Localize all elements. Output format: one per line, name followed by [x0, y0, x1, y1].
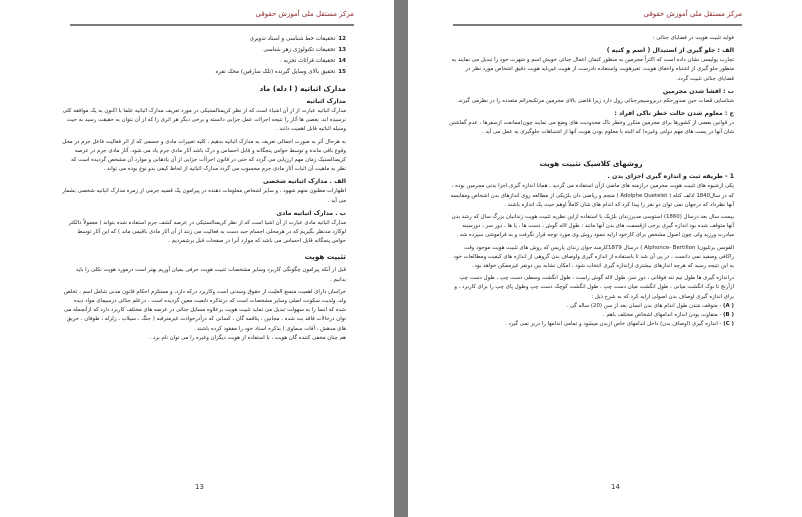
paragraph: مدارک اثباتیه مادی عبارت از آن اشیا است که از نظر کریمنالستیکی در عرصه کشف جرم استفاده شده بتواند ( معمولاً دالکتر لوکارد مدنظر بگیریم که در هرمحلی اجسام حید دست به فعالیت می زنند از آن آثار مادی باقیمی ماند ) که این آثار توسط حواس پنجگانه قابل احساس می باشد که موارد آنرا در صفحات قبل برشمردیم . [68, 219, 346, 245]
list-item: ( C) - اندازه گیری (اوصاف بدن) داخل اندامهای خاص ازبدن میشود و تمامی اندامها را دربر نمی گیرد . [505, 321, 734, 328]
paragraph: شناسایی قضات حین صدورحکم دربروسیجرجنائی رول دارد زیرا قاضی بالای مجرمین مرتکبجرائم متعدده را در نظرمی گیرند. [456, 97, 734, 104]
page-number: 14 [611, 483, 620, 491]
header-text: مرکز مستقل ملی آموزش حقوقی [643, 10, 742, 18]
list-item: 14 تحقیقات قرائات تجربه . [279, 58, 346, 64]
numbered-list [62, 34, 346, 78]
page-header [453, 10, 742, 26]
subheading: ب . مدارک اثباتیه مادی [276, 209, 346, 217]
paragraph: یکی ازشیوه های تثبیت هویت مجرمین درازمنه های ماضی ازآن استفاده می گردید ، همانا اندازه گیری اجزا بدنی مجرمین بوده ، که در سال1840 اذلف کتله ( Adolphe Quetelet ) منجم و ریاضی دان بلژیکی از مطالعه روی اندازهای بدن اشخاص ومقایسه آنها نظرداد که درجهان نمی توان دو نفر را پیدا کرد که اندام های شان کاملاً اوهم حیث یک اندازه باشند . [450, 183, 734, 208]
page-13 [0, 0, 394, 517]
list-item: ( B) - متفاوت بودن اندازه اندامهای اشخاص مختلف باهم . [602, 312, 734, 319]
subheading: ب : افشا شدن مجرمین [662, 87, 734, 95]
section-heading: روشهای کلاسیک تثبیت هویت [539, 159, 643, 169]
header-text: مرکز مستقل ملی آموزش حقوقی [255, 10, 354, 18]
page-13-content [62, 34, 346, 343]
paragraph: دراندازه گیری ها طول نیم تنه فوقانی ، دور سر، طول لاله گوش راست ، طول انگشت وسطی دست چپ ، طول دست چپ ازآرنج تا نوک انگشت میانی ، طول انگشت میان دست چپ ، طول انگشت کوچک دست چپ وطول پای چپ را برای کاربرد ، و برای اندازه گیری اوصاف بدن اصولی ارایه کرد که به شرح ذیل : [454, 275, 734, 300]
list-item: ( A) - متوقف شدن طول اندام های بدن انسان بعد از سن (20) ساله گی . [566, 302, 734, 309]
subheading: مدارک اثباتیه [306, 98, 346, 105]
paragraph: به هرحال آثر به صورت اجمالی تعریف به مدارک اثباتیه بدهیم ، کلیه تغییرات مادی و جسمی که از اثر فعالیت فاعل جرم در محل وقوع باقی مانده و توسط حواس پنجگانه و قابل احساس و درک باشد آثار مادی جرم یاد می شود. آثار مادی جرم در عرصه کریمنالستیک زمان مهم ارزیابی می گردد که حتی در قانون اجراآت جزایی از آن یادهانی و موارد آن مشخص گردیده است که نظر به ماهیت آن اثبات آثار مادی جرم محسوب می گردد مدارک اثباتیه از لحاظ کیفی بدو نوع بوده می تواند . [62, 138, 346, 173]
paragraph: اظهارات مظنون متهم شهود ، و سایر اشخاص معلومات دهنده در پیرامون یک قضیه جرمی از زمره مدارک اثباتیه شخصی بشمار می آید . [62, 188, 346, 204]
paragraph: مدارک اثباتیه عبارت از از آن اشیاء است که از نظر کریمنالستیکی در مورد تعریف مدارک اثباتیه علما با اکنون به یک موافقه کلی نرسیده اند. بعضی ها آثار را نتیجه اجراات عمل جزایی دانسته و برخی دیگر هر اثری را که از آن بتوان به حقیقت رسید به حیث وسیله اثباتیه قابل اهمیت دانند . [62, 108, 346, 133]
paragraph: بیست سال بعد درسال (1860) استوسی مدیرزندان بلژیک با استفاده ازاین نظریه تثبیت هویت زندانیان بزرگ سال که رشد بدن آنها متوقف شده بود اندازه گیری برخی ازقسمت های بدن آنها مانند : طول لاله گوش ، دست ها ، پا ها ، دور سر ، دورسینه مبادرت ورزید ولی چون اصول مشخص برای کارخود ارایه ننمود روش وی مورد توجه قرار نگرفت و به فراموشی سپرده شد . [451, 214, 734, 239]
paragraph: در قوانین بعضی از کشورها برای مجرمین متکرر وخطر ناک محدودیت های وضع می نمایند چون(ممانعت ازسفرها ، عدم گماشتن شان آنها در پست های مهم دولتی وغیره) که البته با معلوم بودن هویت آنها از اشتباهات جلوگیری به عمل می آید . [449, 120, 734, 136]
page-14 [408, 0, 802, 517]
list-item: 15 تحقیق بالای وسایل گیرنده (تلک سارقین) محک نقره [215, 69, 346, 75]
subheading: الف . مدارک اثباتیه شخصی [263, 178, 346, 186]
section-heading: تثبیت هویت [304, 252, 346, 262]
paragraph: قبل از آنکه پیرامون چگونگی کاربرد وسایر مشخصات تثبیت هویت حرفی بمیان آوریم بهتر است درمورد هویت تکلی را باید بدانیم . [75, 267, 346, 283]
page-header [70, 10, 354, 26]
list-item: 13 تحقیقات تکنولوژی زهر شناسی [263, 47, 346, 53]
list-item: 12 تحقیقات خط شناسی و اسناد تذویری [249, 36, 346, 42]
paragraph: تجارب پولیسی نشان داده است که اکثراً مجرمین به منظور کتمان اعمال جنائی خویش اسم و شهرت خود را تبدیل می نمایند به منظور جلو گیری از اشتباه واخفای هویت، تغیرهویت واستفاده نادرست از هویت غیرباید هویت دقیق اشخاص مورد نظر در قضایای جنائی تثبیت گردد. [451, 57, 734, 82]
paragraph: فواید تثبیت هویت در قضایای جنائی : [652, 35, 734, 41]
page-14-content [448, 34, 734, 329]
paragraph: هم چنان مخفی کننده گان هویت ، با استفاده از هویت دیگران وغیره را می توان نام برد . [149, 334, 346, 341]
page-number: 13 [195, 483, 204, 491]
paragraph: خراسان دارای اهمیت متمنع العلیت از حقوق وسدنی است وکاربرد درکه دارد، و مستلزم احکام قانون مدنی شامل اسم ، تخلص ولد، ولدیت سکونت اصلی وسایر مشخصات است که درتذکره تابعیت معین گردیده است ، درعلم جنائی درسیمای مواد دیده شده که انسا را به سهولت تبدیل می تماید تثبیت هویت برعلاوه مسایل جنائی در عرصه های مختلف کاربرد دارد که ازآنجمله می توان درحالات فاقد بت شده ، مجانین ، یتاقمه گان ، کسانی که درآدرحوادث غیرمترقبه ( جنگ ، سیلاب ، زلزله ، طوفان ، حریق های مدهش ، آفات سماوی ) بذکره اسناد خود را مفقود کرده باشند . [64, 288, 346, 332]
paragraph: الفونس برتلیون( Alphonce- Bertillon ) درسال 1879کارمند جوان زندان پاریس که روش های تثبیت هویت موجود وقت راکافی وصفید نمی دانست ، در پی آن شد تا باستفاده از اندازه گیری واوصاف بدن گروهی از اندازه های کیفیت ومطالعات خود به این نتیجه رسید که هرچه اندازهای بیشتری ازاندازه گیری انتخاب شود ، امکان تشابه بین دونفر غیرممکن خواهد بود . [453, 244, 734, 270]
subheading: الف : جلو گیری از استبدال ( اسم و کنیه ) [606, 47, 734, 55]
subheading: ج : معلوم شدن حالت خطر ناکی افراد : [614, 110, 734, 118]
section-heading: مدارک اثباتیه ( ا دله) ماد [259, 84, 346, 93]
subheading: 1 - طریقه ثبت و اندازه گیری اجزای بدن . [607, 173, 734, 181]
